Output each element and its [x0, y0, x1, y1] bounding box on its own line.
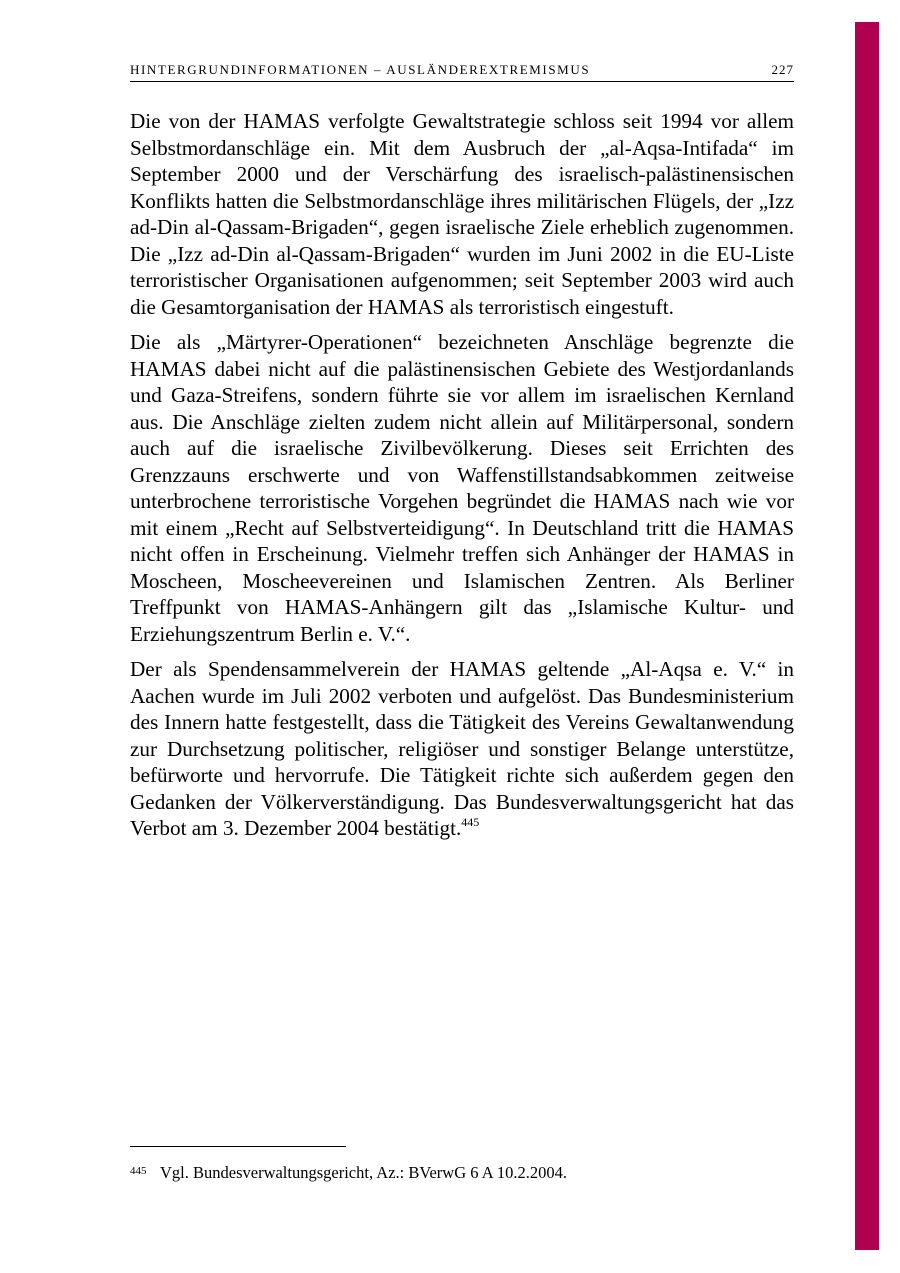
- paragraph-3-text: Der als Spendensammelverein der HAMAS geltende „Al-Aqsa e. V.“ in Aachen wurde im Juli 2002 verboten und aufgelöst. Das Bundesministerium des Innern hatte festgestellt, dass die Tätigkeit des Vereins Gewaltanwendung zur Durchsetzung politischer, religiöser und sonstiger Belange unterstütze, befürworte und hervorrufe. Die Tätigkeit richte sich außerdem gegen den Gedanken der Völkerverständigung. Das Bundesverwaltungsgericht hat das Verbot am 3. Dezember 2004 bestätigt.: [130, 657, 794, 840]
- running-header: [130, 62, 794, 82]
- footnote: [130, 1162, 794, 1184]
- page-number: 227: [771, 62, 794, 77]
- page-edge-color-bar: [855, 22, 879, 1250]
- footnote-text: Vgl. Bundesverwaltungsgericht, Az.: BVerwG 6 A 10.2.2004.: [160, 1163, 567, 1182]
- footnote-separator: [130, 1146, 346, 1147]
- paragraph-2: Die als „Märtyrer-Operationen“ bezeichneten Anschläge begrenzte die HAMAS dabei nicht auf die palästinensischen Gebiete des Westjordanlands und Gaza-Streifens, sondern führte sie vor allem im israelischen Kernland aus. Die Anschläge zielten zudem nicht allein auf Militärpersonal, sondern auch auf die israelische Zivilbevölkerung. Dieses seit Errichten des Grenzzauns erschwerte und von Waffenstillstandsabkommen zeitweise unterbrochene terroristische Vorgehen begründet die HAMAS nach wie vor mit einem „Recht auf Selbstverteidigung“. In Deutschland tritt die HAMAS nicht offen in Erscheinung. Vielmehr treffen sich Anhänger der HAMAS in Moscheen, Moscheevereinen und Islamischen Zentren. Als Berliner Treffpunkt von HAMAS-Anhängern gilt das „Islamische Kultur- und Erziehungszentrum Berlin e. V.“.: [130, 330, 794, 646]
- footnote-number: 445: [130, 1165, 147, 1177]
- paragraph-3: [130, 656, 794, 842]
- paragraph-1: Die von der HAMAS verfolgte Gewaltstrategie schloss seit 1994 vor allem Selbstmordanschläge ein. Mit dem Ausbruch der „al-Aqsa-Intifada“ im September 2000 und der Verschärfung des israelisch-palästinensischen Konflikts hatten die Selbstmordanschläge ihres militärischen Flügels, der „Izz ad-Din al-Qassam-Brigaden“, gegen israelische Ziele erheblich zugenommen. Die „Izz ad-Din al-Qassam-Brigaden“ wurden im Juni 2002 in die EU-Liste terroristischer Organisationen aufgenommen; seit September 2003 wird auch die Gesamtorganisation der HAMAS als terroristisch eingestuft.: [130, 109, 794, 319]
- body-text: [130, 108, 794, 851]
- footnote-reference: 445: [461, 815, 480, 829]
- header-title: HINTERGRUNDINFORMATIONEN – AUSLÄNDEREXTREMISMUS: [130, 62, 591, 77]
